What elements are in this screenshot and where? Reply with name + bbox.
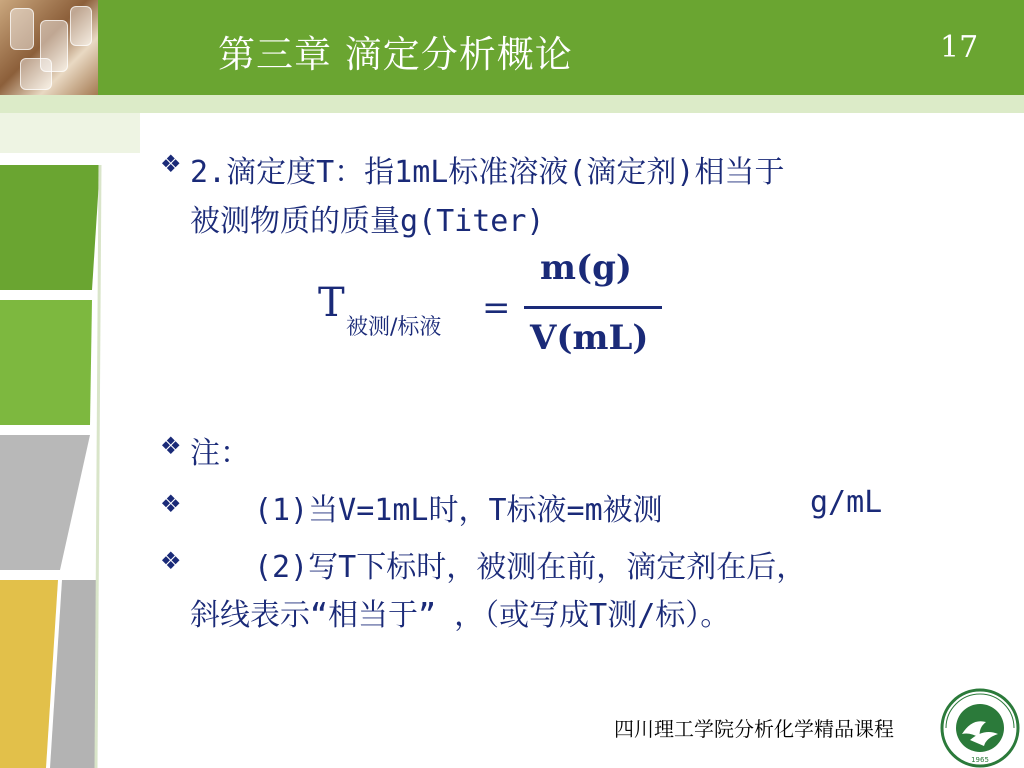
page-number: 17	[940, 30, 979, 65]
definition-line-2: 被测物质的质量g(Titer)	[190, 204, 545, 239]
formula-denominator: V(mL)	[530, 318, 649, 358]
note-1: (1)当V=1mL时，T标液=m被测	[254, 493, 663, 528]
bullet-diamond-icon: ❖	[160, 490, 182, 518]
note-2-line-2: 斜线表示“相当于” ，（或写成T测/标）。	[190, 598, 731, 633]
logo-year: 1965	[971, 756, 989, 764]
formula-T: T	[318, 280, 345, 326]
formula-numerator: m(g)	[540, 248, 632, 288]
university-seal-icon	[940, 688, 1020, 768]
course-name: 四川理工学院分析化学精品课程	[614, 717, 894, 741]
titer-formula	[318, 248, 678, 368]
note-1-unit: g/mL	[810, 485, 883, 520]
note-label: 注：	[190, 436, 250, 471]
formula-subscript: 被测/标液	[346, 315, 442, 340]
fraction-bar	[524, 306, 662, 309]
slide-title: 第三章 滴定分析概论	[218, 33, 573, 76]
bullet-diamond-icon: ❖	[160, 150, 182, 178]
definition-line-1: 2.滴定度T：指1mL标准溶液(滴定剂)相当于	[190, 155, 785, 190]
formula-equals: =	[482, 288, 511, 328]
bullet-diamond-icon: ❖	[160, 432, 182, 460]
note-2-line-1: (2)写T下标时，被测在前，滴定剂在后，	[254, 550, 807, 585]
bullet-diamond-icon: ❖	[160, 547, 182, 575]
